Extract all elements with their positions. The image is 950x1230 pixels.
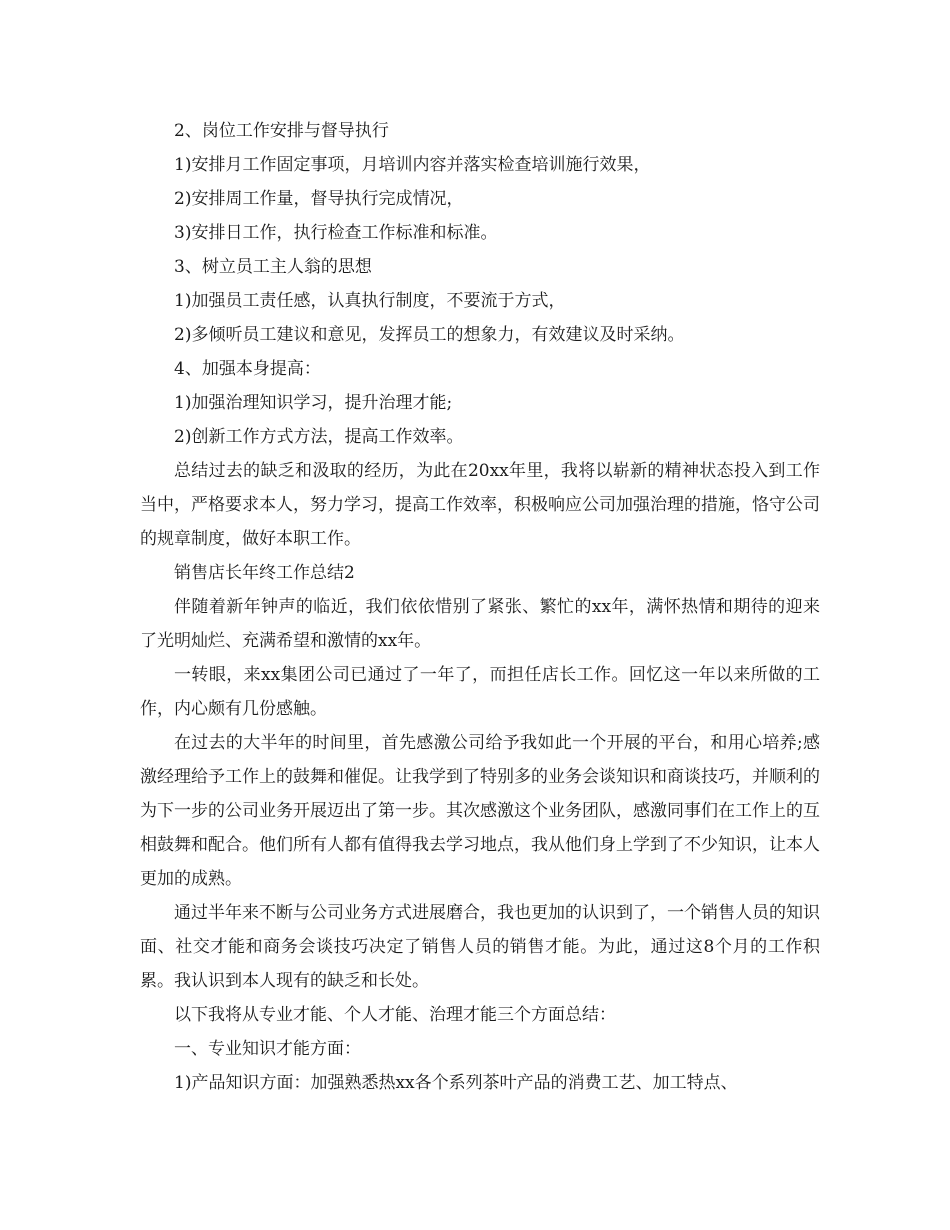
body-paragraph: 在过去的大半年的时间里，首先感激公司给予我如此一个开展的平台，和用心培养;感激经理给予工作上的鼓舞和催促。让我学到了特别多的业务会谈知识和商谈技巧，并顺利的为下一步的公司业务开展迈出了第一步。其次感激这个业务团队，感激同事们在工作上的互相鼓舞和配合。他们所有人都有值得我去学习地点，我从他们身上学到了不少知识，让本人更加的成熟。 <box>140 733 820 889</box>
body-paragraph: 一转眼，来xx集团公司已通过了一年了，而担任店长工作。回忆这一年以来所做的工作，内心颇有几份感触。 <box>140 665 820 719</box>
document-body <box>140 114 820 1100</box>
list-item: 1)产品知识方面：加强熟悉热xx各个系列茶叶产品的消费工艺、加工特点、 <box>174 1073 738 1093</box>
list-item: 2)创新工作方式方法，提高工作效率。 <box>174 427 464 447</box>
list-item: 2)多倾听员工建议和意见，发挥员工的想象力，有效建议及时采纳。 <box>174 325 685 345</box>
heading-4-self-improvement: 4、加强本身提高： <box>174 359 321 379</box>
list-item: 2)安排周工作量，督导执行完成情况， <box>174 189 464 209</box>
summary-paragraph: 总结过去的缺乏和汲取的经历，为此在20xx年里，我将以崭新的精神状态投入到工作当中，严格要求本人，努力学习，提高工作效率，积极响应公司加强治理的措施，恪守公司的规章制度，做好本职工作。 <box>140 461 820 549</box>
body-paragraph: 伴随着新年钟声的临近，我们依依惜别了紧张、繁忙的xx年，满怀热情和期待的迎来了光明灿烂、充满希望和激情的xx年。 <box>140 597 820 651</box>
section-title: 销售店长年终工作总结2 <box>174 563 355 583</box>
heading-3-ownership-mindset: 3、树立员工主人翁的思想 <box>174 257 372 277</box>
list-item: 1)加强治理知识学习，提升治理才能; <box>174 393 453 413</box>
heading-2-post-arrangement: 2、岗位工作安排与督导执行 <box>174 121 389 141</box>
body-paragraph: 以下我将从专业才能、个人才能、治理才能三个方面总结： <box>174 1005 616 1025</box>
body-paragraph: 通过半年来不断与公司业务方式进展磨合，我也更加的认识到了，一个销售人员的知识面、社交才能和商务会谈技巧决定了销售人员的销售才能。为此，通过这8个月的工作积累。我认识到本人现有的缺乏和长处。 <box>140 903 820 991</box>
list-item: 3)安排日工作，执行检查工作标准和标准。 <box>174 223 498 243</box>
list-item: 1)安排月工作固定事项，月培训内容并落实检查培训施行效果， <box>174 155 651 175</box>
list-item: 1)加强员工责任感，认真执行制度，不要流于方式， <box>174 291 566 311</box>
subsection-heading: 一、专业知识才能方面： <box>174 1039 361 1059</box>
